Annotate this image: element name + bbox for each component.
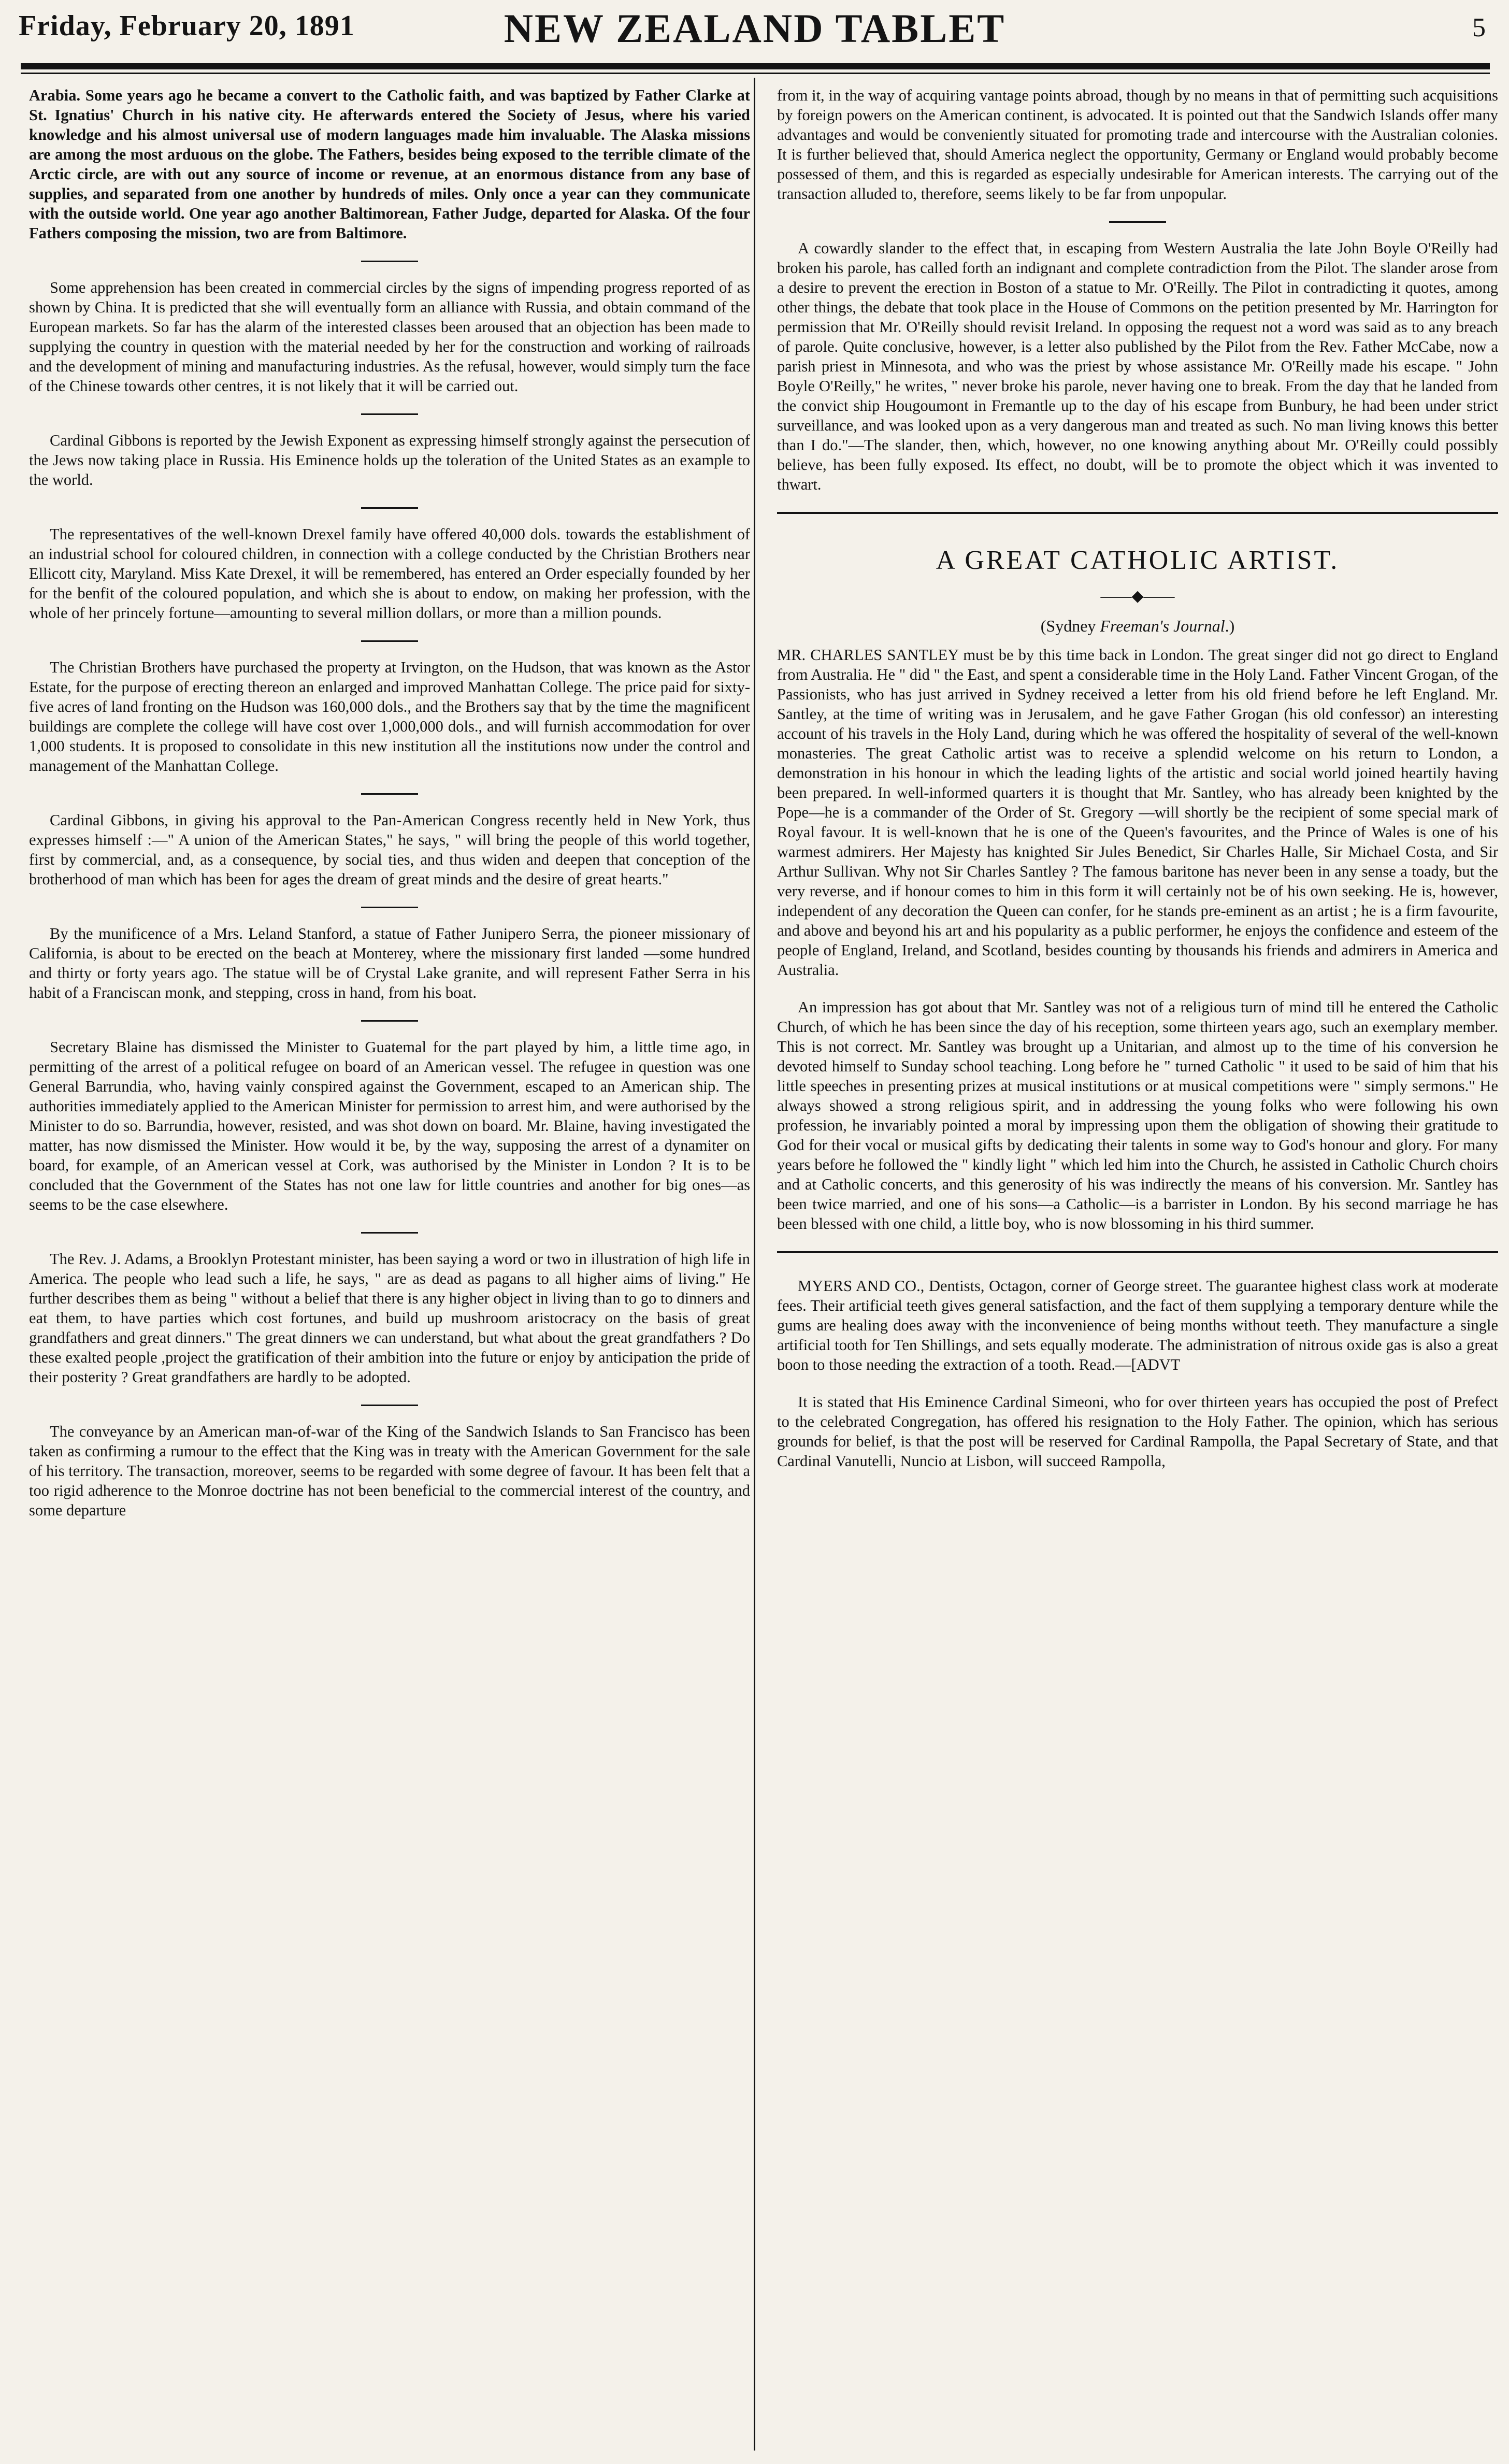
ornament-divider: ——◆—— (1100, 588, 1175, 605)
column-divider (754, 78, 755, 2451)
section-rule (777, 512, 1498, 514)
left-column (29, 85, 750, 1538)
item-china-progress: Some apprehension has been created in commercial circles by the signs of impending progress reported of as shown by China. It is predicted that she will eventually form an alliance with Russia, and obtain command of the European markets. So far has the alarm of the interested classes been aroused that an objection has been made to supplying the country in question with the material needed by her for the construction and working of railroads and the development of mining and manufacturing industries. As the refusal, however, would simply turn the face of the Chinese towards other centres, it is not likely that it will be carried out. (29, 279, 750, 395)
item-blaine-minister: Secretary Blaine has dismissed the Minister to Guatemal for the part played by him, a little time ago, in permitting of the arrest of a political refugee on board of an American vessel. The refugee in question was one General Barrundia, who, having vainly conspired against the Government, escaped to an American ship. The authorities immediately applied to the American Minister for permission to arrest him, and were authorised by the Minister to do so. Barrundia, however, resisted, and was shot down on board. Mr. Blaine, having investigated the matter, has now dismissed the Minister. How would it be, by the way, supposing the arrest of a dynamiter on board, for example, of an American vessel at Cork, was authorised by the Minister in London ? It is to be concluded that the Government of the States has not one law for little countries and another for big ones—as seems to be the case elsewhere. (29, 1038, 750, 1213)
item-oreilly-slander: A cowardly slander to the effect that, in escaping from Western Australia the late John Boyle O'Reilly had broken his parole, has called forth an indignant and complete contradiction from the Pilot. The slander arose from a desire to prevent the erection in Boston of a statue to Mr. O'Reilly. The Pilot in contradicting it quotes, among other things, the debate that took place in the House of Commons on the petition presented by Mr. Harrington for permission that Mr. O'Reilly should revisit Ireland. In opposing the request not a word was said as to any breach of parole. Quite conclusive, however, is a letter also published by the Pilot from the Rev. Father McCabe, now a parish priest in Minnesota, and who was the priest by whose assistance Mr. O'Reilly made his escape. " John Boyle O'Reilly," he writes, " never broke his parole, never having one to break. From the day that he landed from the convict ship Hougoumont in Fremantle up to the day of his escape from Bunbury, he had been under strict surveillance, and was looked upon as a very dangerous man and treated as such. No man living knows this better than I do."—The slander, then, which, however, no one knowing anything about Mr. O'Reilly could possibly believe, has been fully exposed. Its effect, no doubt, will be to promote the object which it was invented to thwart. (777, 239, 1498, 493)
item-drexel-family: The representatives of the well-known Drexel family have offered 40,000 dols. towards the establishment of an industrial school for coloured children, in connection with a college conducted by the Christian Brothers near Ellicott city, Maryland. Miss Kate Drexel, it will be remembered, has entered an Order especially founded by her for the benfit of the coloured population, and which she is about to endow, on making her profession, with the whole of her princely fortune—amounting to several million dollars, or more than a million pounds. (29, 525, 750, 622)
item-high-life: The Rev. J. Adams, a Brooklyn Protestant minister, has been saying a word or two in illustration of high life in America. The people who lead such a life, he says, " are as dead as pagans to all higher aims of living." He further describes them as being " without a belief that there is any higher object in living than to go to dinners and eat them, to have parties which cost fortunes, and build up mushroom aristocracy on the basis of great grandfathers and great dinners." The great dinners we can understand, but what about the great grandfathers ? Do these exalted people ,project the gratification of their ambition into the future or enjoy by anticipation the pride of their posterity ? Great grandfathers are hardly to be adopted. (29, 1250, 750, 1386)
item-sandwich-islands-continued: from it, in the way of acquiring vantage points abroad, though by no means in that of permitting such acquisitions by foreign powers on the American continent, is advocated. It is pointed out that the Sandwich Islands offer many advantages and would be conveniently situated for promoting trade and intercourse with the Australian colonies. It is further believed that, should America neglect the opportunity, Germany or England would probably become possessed of them, and this is regarded as especially undesirable for American interests. The carrying out of the transaction alluded to, therefore, seems likely to be far from unpopular. (777, 87, 1498, 203)
item-gibbons-jews: Cardinal Gibbons is reported by the Jewish Exponent as expressing himself strongly against the persecution of the Jews now taking place in Russia. His Eminence holds up the toleration of the United States as an example to the world. (29, 432, 750, 489)
separator (361, 507, 418, 509)
advert-myers-dentists: MYERS AND CO., Dentists, Octagon, corner of George street. The guarantee highest class work at moderate fees. Their artificial teeth gives general satisfaction, and the fact of them supplying a temporary denture while the gums are healing does away with the inconvenience of being months without teeth. They manufacture a single artificial tooth for Ten Shillings, and sets equally moderate. The administration of nitrous oxide gas is also a great boon to those needing the extraction of a tooth. Read.—[ADVT (777, 1277, 1498, 1373)
item-pan-american: Cardinal Gibbons, in giving his approval to the Pan-American Congress recently held in New York, thus expresses himself :—" A union of the American States," he says, " will bring the people of this world together, first by commercial, and, as a consequence, by social ties, and thus widen and deepen that conception of the brotherhood of man which has been for ages the dream of great minds and the desire of great hearts." (29, 811, 750, 888)
article-paragraph: An impression has got about that Mr. Santley was not of a religious turn of mind till he entered the Catholic Church, of which he has been since the day of his reception, some thirteen years ago, such an exemplary member. This is not correct. Mr. Santley was brought up a Unitarian, and almost up to the time of his conversion he devoted himself to Sunday school teaching. Long before he " turned Catholic " it used to be said of him that his little speeches in presenting prizes at musical institutions or at musical competitions were " simply sermons." He always showed a strong religious spirit, and in addressing the young folks who were following his own profession, he invariably pointed a moral by impressing upon them the obligation of showing their gratitude to God for their vocal or musical gifts by dedicating their talents in some way to God's honour and glory. For many years before he followed the " kindly light " which led him into the Church, he assisted in Catholic Church choirs and at Catholic concerts, and this generosity of his was indirectly the means of his conversion. Mr. Santley has been twice married, and one of his sons—a Catholic—is a barrister in London. By his second marriage he has been blessed with one child, a little boy, who is now blossoming in his third summer. (777, 998, 1498, 1233)
item-serra-statue: By the munificence of a Mrs. Leland Stanford, a statue of Father Junipero Serra, the pioneer missionary of California, is about to be erected on the beach at Monterey, where the missionary first landed —some hundred and thirty or forty years ago. The statue will be of Crystal Lake granite, and will represent Father Serra in his habit of a Franciscan monk, and stepping, cross in hand, from his boat. (29, 925, 750, 1001)
article-headline: A GREAT CATHOLIC ARTIST. (936, 546, 1340, 575)
separator (361, 907, 418, 908)
newspaper-title: NEW ZEALAND TABLET (504, 6, 1006, 51)
separator (361, 1405, 418, 1406)
item-sandwich-islands: The conveyance by an American man-of-war of the King of the Sandwich Islands to San Francisco has been taken as confirming a rumour to the effect that the King was in treaty with the American Government for the sale of his territory. The transaction, moreover, seems to be regarded with some degree of favour. It has been felt that a too rigid adherence to the Monroe doctrine has not been beneficial to the commercial interest of the country, and some departure (29, 1423, 750, 1519)
separator (361, 261, 418, 262)
source-prefix: (Sydney (1040, 617, 1100, 635)
right-column (777, 85, 1498, 1488)
separator (361, 640, 418, 642)
separator (361, 1232, 418, 1234)
masthead-rule-thick (21, 63, 1490, 69)
separator (1109, 221, 1166, 223)
page-number: 5 (1472, 13, 1486, 42)
issue-date: Friday, February 20, 1891 (19, 10, 355, 42)
source-suffix: .) (1225, 617, 1235, 635)
article-paragraph: MR. CHARLES SANTLEY must be by this time back in London. The great singer did not go direct to England from Australia. He " did " the East, and spent a considerable time in the Holy Land. Father Vincent Grogan, of the Passionists, who has just arrived in Sydney received a letter from his old friend before he left England. Mr. Santley, at the time of writing was in Jerusalem, and he gave Father Grogan (his old confessor) an interesting account of his travels in the Holy Land, during which he was offered the hospitality of several of the well-known monasteries. The great Catholic artist was to receive a splendid welcome on his return to London, a demonstration in his honour in which the leading lights of the artistic and social world joined heartily having been prepared. In well-informed quarters it is thought that Mr. Santley, who has already been knighted by the Pope—he is a commander of the Order of St. Gregory —will shortly be the recipient of some special mark of Royal favour. It is well-known that he is one of the Queen's favourites, and the Prince of Wales is one of his warmest admirers. Her Majesty has knighted Sir Jules Benedict, Sir Charles Halle, Sir Michael Costa, and Sir Arthur Sullivan. Why not Sir Charles Santley ? The famous baritone has never been in any sense a toady, but the very reverse, and if honour comes to him in this form it will certainly not be of his own seeking. He is, however, independent of any decoration the Queen can confer, for he stands pre-eminent as an artist ; he is a firm favourite, and above and beyond his art and his popularity as a public performer, he enjoys the confidence and esteem of the people of England, Ireland, and Scotland, besides counting by thousands his friends and admirers in America and Australia. (777, 646, 1498, 979)
separator (361, 413, 418, 415)
section-rule (777, 1251, 1498, 1253)
source-publication: Freeman's Journal (1100, 617, 1225, 635)
item-cardinal-simeoni: It is stated that His Eminence Cardinal Simeoni, who for over thirteen years has occupied the post of Prefect to the celebrated Congregation, has offered his resignation to the Holy Father. The opinion, which has serious grounds for belief, is that the post will be reserved for Cardinal Rampolla, the Papal Secretary of State, and that Cardinal Vanutelli, Nuncio at Lisbon, will succeed Rampolla, (777, 1393, 1498, 1470)
separator (361, 793, 418, 795)
masthead (19, 5, 1491, 57)
article-source (777, 617, 1498, 636)
item-christian-brothers: The Christian Brothers have purchased the property at Irvington, on the Hudson, that was known as the Astor Estate, for the purpose of erecting thereon an enlarged and improved Manhattan College. The price paid for sixty-five acres of land fronting on the Hudson was 160,000 dols., and the Brothers say that by the time the magnificent buildings are complete the college will have cost over 1,000,000 dols., and will furnish accommodation for over 1,000 students. It is proposed to consolidate in this new institution all the institutions now under the control and management of the Manhattan College. (29, 658, 750, 775)
separator (361, 1020, 418, 1022)
item-alaska-missions: Arabia. Some years ago he became a convert to the Catholic faith, and was baptized by Father Clarke at St. Ignatius' Church in his native city. He afterwards entered the Society of Jesus, where his varied knowledge and his almost universal use of modern languages made him invaluable. The Alaska missions are among the most arduous on the globe. The Fathers, besides being exposed to the terrible climate of the Arctic circle, are with out any source of income or revenue, at an enormous distance from any base of supplies, and separated from one another by hundreds of miles. Only once a year can they communicate with the outside world. One year ago another Baltimorean, Father Judge, departed for Alaska. Of the four Fathers composing the mission, two are from Baltimore. (29, 87, 750, 242)
masthead-rule-thin (21, 73, 1490, 74)
